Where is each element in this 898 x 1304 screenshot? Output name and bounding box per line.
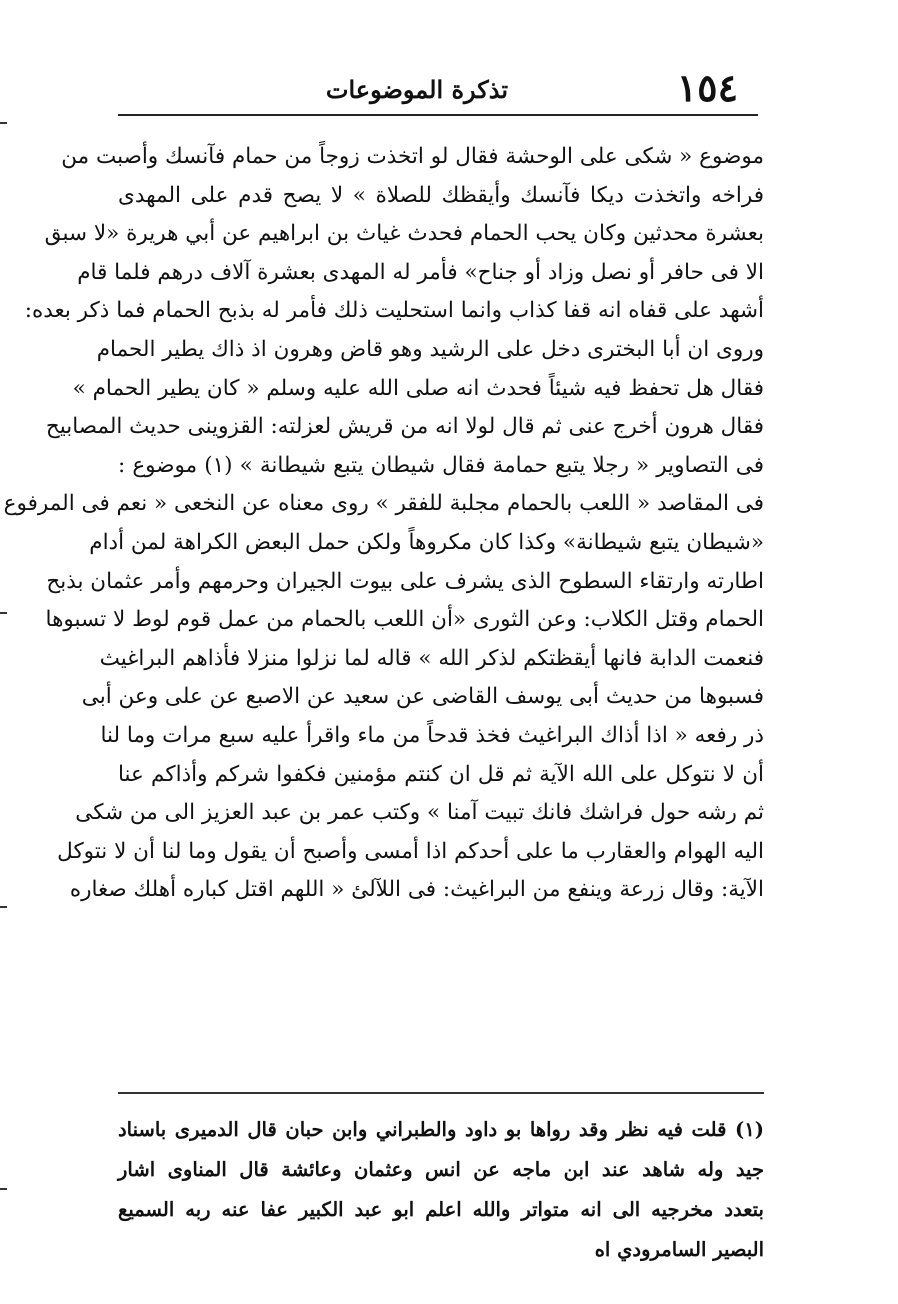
text-line: وروى ان أبا البخترى دخل على الرشيد وهو قاض وهرون اذ ذاك يطير الحمام xyxy=(96,336,764,362)
text-line: ذر رفعه « اذا أذاك البراغيث فخذ قدحاً من ماء واقرأ عليه سبع مرات وما لنا xyxy=(100,722,764,748)
text-line: الحمام وقتل الكلاب: وعن الثورى «أن اللعب بالحمام من عمل قوم لوط لا تسبوها xyxy=(45,607,764,633)
header-rule xyxy=(118,114,758,116)
footnotes xyxy=(118,1110,764,1270)
text-line: فراخه واتخذت ديكا فآنسك وأيقظك للصلاة » لا يصح قدم على المهدى xyxy=(118,182,764,208)
edge-mark xyxy=(0,122,7,124)
text-line: فى المقاصد « اللعب بالحمام مجلبة للفقر » روى معناه عن النخعى « نعم فى المرفوع xyxy=(3,491,764,517)
footnote-rule xyxy=(118,1092,764,1094)
footnote-line: البصير السامرودي اه xyxy=(594,1238,764,1261)
edge-mark xyxy=(0,906,7,908)
text-line: فسبوها من حديث أبى يوسف القاضى عن سعيد عن الاصبع عن على وعن أبى xyxy=(81,684,764,710)
text-line: موضوع « شكى على الوحشة فقال لو اتخذت زوجاً من حمام فآنسك وأصبت من xyxy=(61,144,764,169)
text-line: الآية: وقال زرعة وينفع من البراغيث: فى اللآلئ « اللهم اقتل كباره أهلك صغاره xyxy=(69,877,764,903)
page-header xyxy=(118,66,738,110)
edge-mark xyxy=(0,612,7,614)
text-line: أن لا نتوكل على الله الآية ثم قل ان كنتم مؤمنين فكفوا شركم وأذاكم عنا xyxy=(118,761,764,787)
text-line: فقال هل تحفظ فيه شيئاً فحدث انه صلى الله عليه وسلم « كان يطير الحمام » xyxy=(72,375,764,401)
main-text xyxy=(3,138,764,910)
footnote-line: بتعدد مخرجيه الى انه متواتر والله اعلم ابو عبد الكبير عفا عنه ربه السميع xyxy=(118,1198,764,1221)
text-line: اطارته وارتقاء السطوح الذى يشرف على بيوت الجيران وحرمهم وأمر عثمان بذبح xyxy=(46,568,764,594)
footnote-line: (١) قلت فيه نظر وقد رواها بو داود والطبراني وابن حبان قال الدميرى باسناد xyxy=(118,1118,764,1141)
text-line: اليه الهوام والعقارب ما على أحدكم اذا أمسى وأصبح أن يقول وما لنا أن لا نتوكل xyxy=(57,838,764,864)
text-line: «شيطان يتبع شيطانة» وكذا كان مكروهاً ولكن حمل البعض الكراهة لمن أدام xyxy=(89,529,764,555)
text-line: بعشرة محدثين وكان يحب الحمام فحدث غياث بن ابراهيم عن أبي هريرة «لا سبق xyxy=(44,221,764,247)
page-number: ١٥٤ xyxy=(676,65,738,110)
text-line: فقال هرون أخرج عنى ثم قال لولا انه من قريش لعزلته: القزوينى حديث المصابيح xyxy=(45,414,764,440)
text-line: الا فى حافر أو نصل وزاد أو جناح» فأمر له المهدى بعشرة آلاف درهم فلما قام xyxy=(77,259,764,285)
footnote-line: جيد وله شاهد عند ابن ماجه عن انس وعثمان وعائشة قال المناوى اشار xyxy=(118,1158,764,1181)
text-line: فنعمت الدابة فانها أيقظتكم لذكر الله » قاله لما نزلوا منزلا فأذاهم البراغيث xyxy=(99,645,764,671)
text-line: ثم رشه حول فراشك فانك تبيت آمنا » وكتب عمر بن عبد العزيز الى من شكى xyxy=(75,800,764,826)
running-title: تذكرة الموضوعات xyxy=(325,75,508,104)
text-line: فى التصاوير « رجلا يتبع حمامة فقال شيطان يتبع شيطانة » (١) موضوع : xyxy=(118,452,764,478)
edge-mark xyxy=(0,1188,7,1190)
text-line: أشهد على قفاه انه قفا كذاب وانما استحليت ذلك فأمر له بذبح الحمام فما ذكر بعده: xyxy=(24,298,764,324)
